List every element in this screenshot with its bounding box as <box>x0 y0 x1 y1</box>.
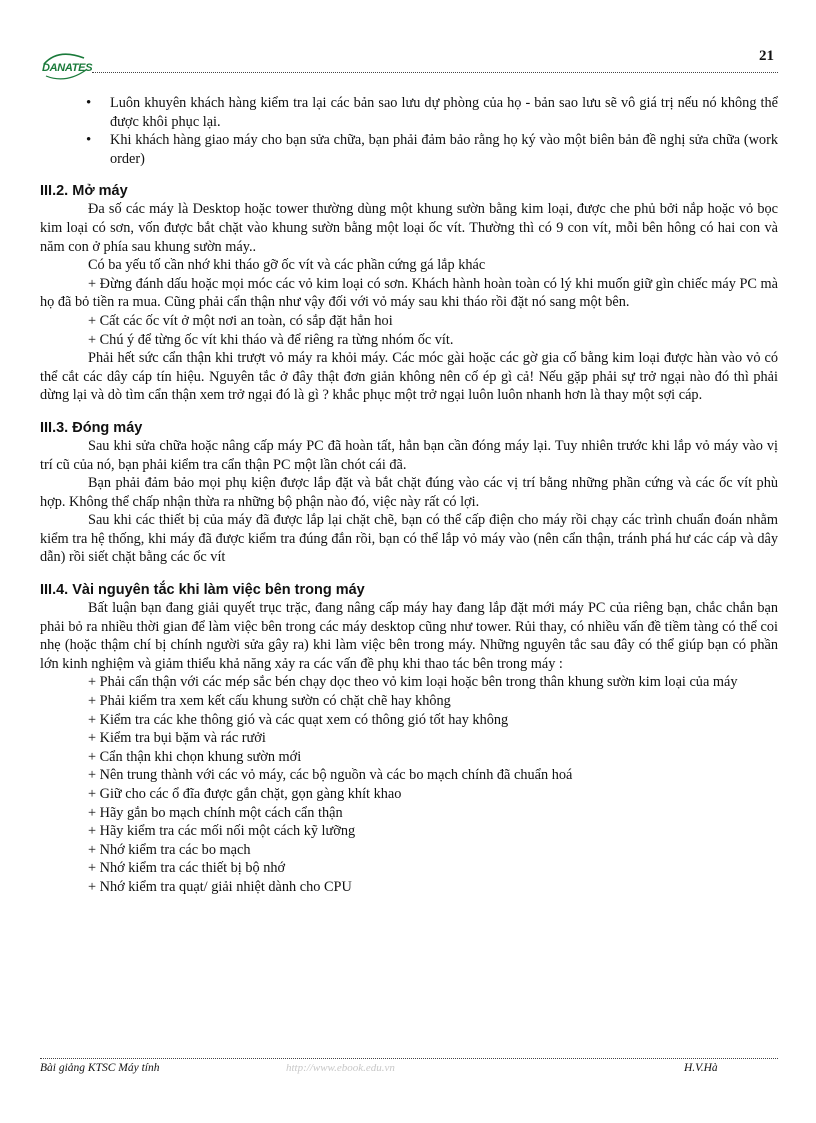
list-item: + Kiểm tra bụi bặm và rác rưởi <box>88 730 266 747</box>
section-heading: III.2. Mở máy <box>40 183 128 200</box>
list-item: + Hãy kiểm tra các mối nối một cách kỹ lưỡng <box>88 823 356 840</box>
list-item: + Cẩn thận khi chọn khung sườn mới <box>88 748 302 765</box>
paragraph: + Phải cẩn thận với các mép sắc bén chạy dọc theo vỏ kim loại hoặc bên trong thân khung sườn kim loại của máy <box>88 674 738 691</box>
list-item: + Hãy gắn bo mạch chính một cách cẩn thận <box>88 804 343 821</box>
section-heading: III.4. Vài nguyên tắc khi làm việc bên trong máy <box>40 582 365 599</box>
paragraph: Có ba yếu tố cần nhớ khi tháo gỡ ốc vít và các phần cứng gá lắp khác <box>88 257 486 274</box>
paragraph: Sau khi sửa chữa hoặc nâng cấp máy PC đã hoàn tất, hẳn bạn cần đóng máy lại. Tuy nhiên trước khi lắp vỏ máy vào vị trí cũ của nó, bạn phải kiểm tra cẩn thận PC một lần chót cái đã. <box>40 437 778 473</box>
page-number: 21 <box>759 48 774 64</box>
footer-title: Bài giảng KTSC Máy tính <box>40 1062 160 1074</box>
header-rule <box>92 72 778 73</box>
list-item: + Kiểm tra các khe thông gió và các quạt xem có thông gió tốt hay không <box>88 711 509 728</box>
paragraph: Bất luận bạn đang giải quyết trục trặc, đang nâng cấp máy hay đang lắp đặt mới máy PC của riêng bạn, chắc chắn bạn phải bỏ ra nhiều thời gian để làm việc bên trong các máy desktop cũng như tower. Rủi thay, có nhiều vấn đề tiềm tàng có thể coi nhẹ (hoặc thậm chí bị chính người sửa gây ra) khi làm việc bên trong máy. Những nguyên tắc sau đây có thể giúp bạn có phần lớn kinh nghiệm và giảm thiểu khả năng xảy ra các vấn đề phụ khi thao tác bên trong máy : <box>40 600 778 672</box>
list-item: + Nên trung thành với các vỏ máy, các bộ nguồn và các bo mạch chính đã chuẩn hoá <box>88 767 573 784</box>
list-item: + Nhớ kiểm tra các thiết bị bộ nhớ <box>88 860 286 877</box>
list-item: + Phải kiểm tra xem kết cấu khung sườn có chặt chẽ hay không <box>88 693 451 710</box>
bullet-item: • Khi khách hàng giao máy cho bạn sửa chữa, bạn phải đảm bảo rằng họ ký vào một biên bản đề nghị sửa chữa (work order) <box>110 131 778 168</box>
footer-author: H.V.Hà <box>684 1062 718 1074</box>
list-item: + Nhớ kiểm tra quạt/ giải nhiệt dành cho CPU <box>88 878 352 895</box>
paragraph: Phải hết sức cẩn thận khi trượt vỏ máy ra khỏi máy. Các móc gài hoặc các gờ gia cố bằng kim loại được hàn vào vỏ có thể cắt các dây cáp tín hiệu. Nguyên tắc ở đây thật đơn giản không nên cố ép gì cả! Nếu gặp phải sự trở ngại nào đó thì phải dừng lại và dò tìm cẩn thận xem trở ngại đó là gì ? khắc phục một trở ngại luôn luôn nhanh hơn là thay một sợi cáp. <box>40 350 778 404</box>
footer-url[interactable]: http://www.ebook.edu.vn <box>286 1062 395 1074</box>
paragraph: + Chú ý để từng ốc vít khi tháo và để riêng ra từng nhóm ốc vít. <box>88 331 454 348</box>
paragraph: + Cất các ốc vít ở một nơi an toàn, có sắp đặt hẳn hoi <box>88 312 393 329</box>
paragraph: Sau khi các thiết bị của máy đã được lắp lại chặt chẽ, bạn có thể cấp điện cho máy rồi chạy các trình chuẩn đoán nhằm kiểm tra hệ thống, khi máy đã được kiểm tra đúng đắn rồi, bạn có thể lắp vỏ máy vào (nên cẩn thận, tránh phá hư các cáp và dây dẫn) rồi siết chặt bằng các ốc vít <box>40 512 778 566</box>
list-item: + Giữ cho các ổ đĩa được gắn chặt, gọn gàng khít khao <box>88 786 402 802</box>
bullet-list <box>40 94 778 168</box>
logo-text: DANATES <box>42 62 93 74</box>
list-item: + Nhớ kiểm tra các bo mạch <box>88 841 251 858</box>
document-body <box>40 94 778 897</box>
footer-rule <box>40 1058 778 1059</box>
page-footer <box>40 1062 778 1078</box>
section-heading: III.3. Đóng máy <box>40 419 143 436</box>
paragraph: Đa số các máy là Desktop hoặc tower thường dùng một khung sườn bằng kim loại, được che phủ bởi nắp hoặc vỏ bọc kim loại có sơn, vốn được bắt chặt vào khung sườn bằng một loại ốc vít. Thường thì có 9 con vít, mỗi bên hông có hai con và năm con ở phía sau khung sườn máy.. <box>40 201 778 255</box>
bullet-item: • Luôn khuyên khách hàng kiểm tra lại các bản sao lưu dự phòng của họ - bản sao lưu sẽ vô giá trị nếu nó không thể được khôi phục lại. <box>110 94 778 131</box>
paragraph: Bạn phải đảm bảo mọi phụ kiện được lắp đặt và bắt chặt đúng vào các vị trí bằng những phần cứng và các ốc vít phù hợp. Không thể chấp nhận thừa ra những bộ phận nào đó, việc này rất có lợi. <box>40 475 778 510</box>
paragraph: + Đừng đánh dấu hoặc mọi móc các vỏ kim loại có sơn. Khách hành hoàn toàn có lý khi muốn giữ gìn chiếc máy PC mà họ đã bỏ tiền ra mua. Cũng phải cẩn thận như vậy đối với vỏ máy sau khi tháo rồi đặt nó sang một bên. <box>40 275 778 311</box>
